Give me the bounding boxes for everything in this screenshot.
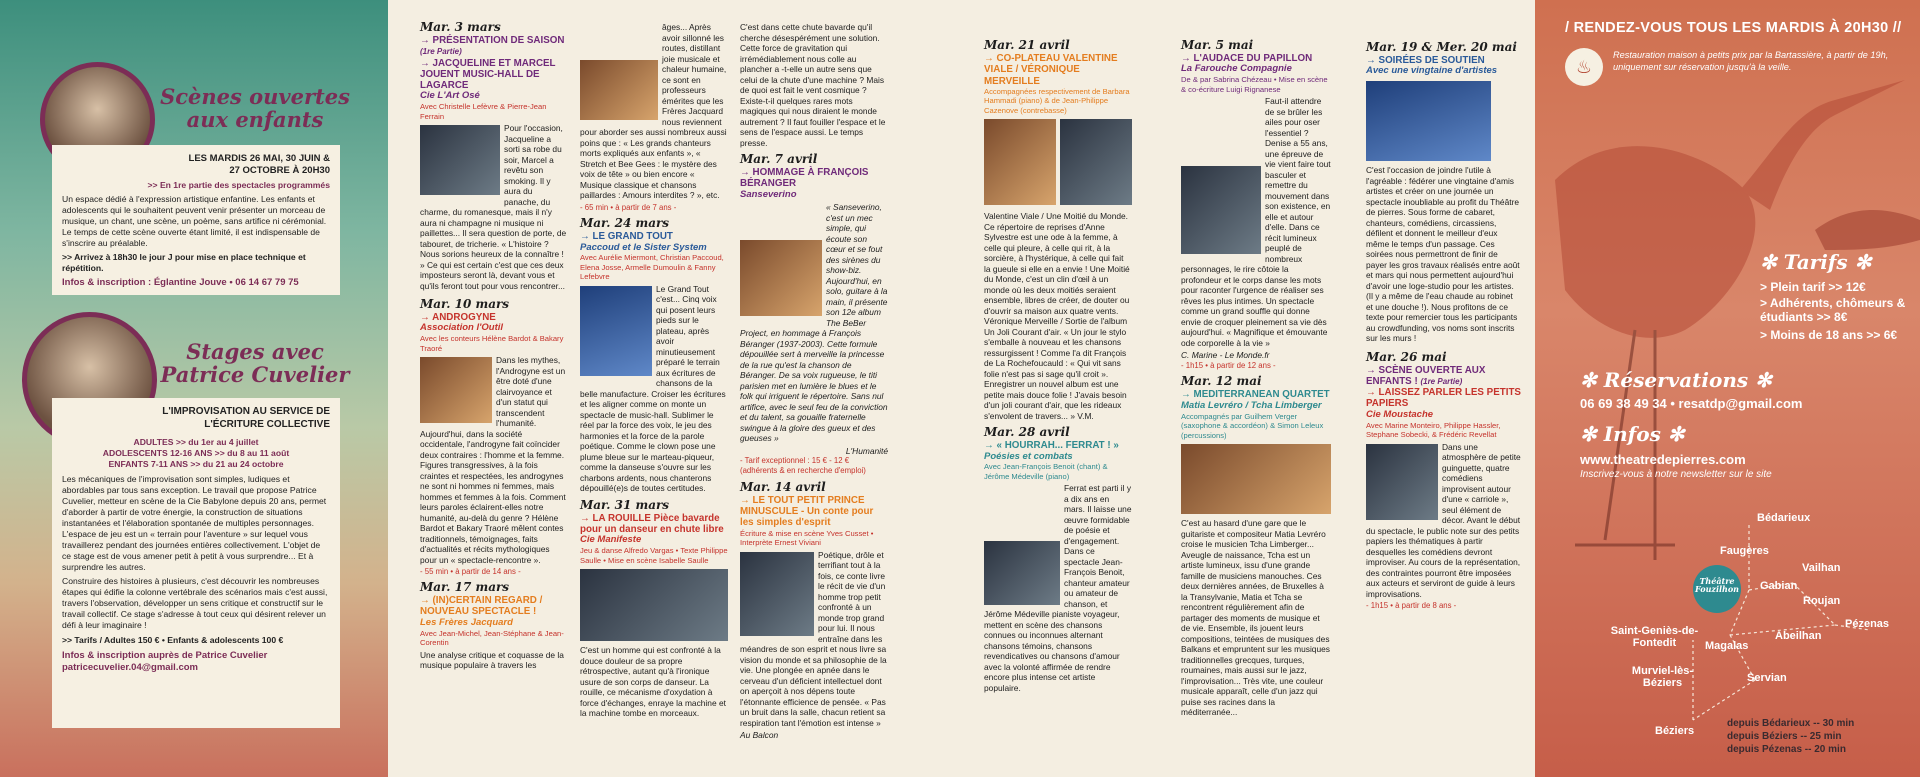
distance-1: depuis Bédarieux -- 30 min <box>1727 718 1855 729</box>
event-credits: Accompagnées respectivement de Barbara Hammadi (piano) & de Jean-Philippe Cazenove (contrebasse) <box>984 86 1130 115</box>
stages-tarifs: >> Tarifs / Adultes 150 € • Enfants & adolescents 100 € <box>62 634 284 645</box>
newsletter-text: Inscrivez-vous à notre newsletter sur le site <box>1580 469 1772 480</box>
event-credits: Avec Aurélie Miermont, Christian Paccoud, Elena Josse, Armelle Dumoulin & Fanny Lefebvre <box>580 253 724 282</box>
scenes-title: Scènes ouvertes aux enfants <box>160 84 350 133</box>
soirees-photo <box>1366 81 1491 161</box>
event-date: Mar. 14 avril <box>740 479 826 494</box>
grand-tout-poster <box>580 286 652 376</box>
event-date: Mar. 5 mai <box>1181 38 1254 52</box>
event-credits: De & par Sabrina Chézeau • Mise en scène & co-écriture Luigi Rignanese <box>1181 75 1328 94</box>
event-date: Mar. 31 mars <box>580 497 670 512</box>
route-map <box>1535 0 1920 777</box>
ferrat-photo <box>984 541 1060 605</box>
event-title: → LE GRAND TOUT <box>580 231 673 243</box>
androgyne-photo <box>420 357 492 423</box>
event-company: Sanseverino <box>740 188 797 200</box>
event-date: Mar. 3 mars <box>420 20 501 34</box>
quartet-photo <box>1181 444 1331 514</box>
stages-title: Stages avec Patrice Cuvelier <box>160 339 350 388</box>
stages-text2: Construire des histoires à plusieurs, c'est découvrir les nombreuses étapes qui édifie la colonne vertébrale des scénarios mais c'est aussi, travers l'observation, développer un sens critique et constructif sur le travail collectif. Ce stage s'adresse à tout ceux qui désirent relever un défi à leur imaginaire ! <box>62 575 328 630</box>
event-source: Au Balcon <box>740 730 779 741</box>
event-text: Une analyse critique et coquasse de la musique populaire à travers les <box>420 649 564 671</box>
event-date: Mar. 10 mars <box>420 297 510 312</box>
valentine-photo <box>984 119 1056 205</box>
event-info: - 1h15 • à partir de 8 ans - <box>1366 601 1457 611</box>
reservations-title: ✻ Réservations ✻ <box>1580 368 1772 392</box>
event-company: Cie Moustache <box>1366 408 1434 420</box>
reservations-contact[interactable]: 06 69 38 49 34 • resatdp@gmail.com <box>1580 396 1803 411</box>
tout-petit-prince-photo <box>740 552 814 636</box>
jacqueline-photo <box>420 125 500 195</box>
coplateau-photos <box>984 115 1132 209</box>
website-link[interactable]: www.theatredepierres.com <box>1580 452 1746 467</box>
event-info: - Tarif exceptionnel : 15 € - 12 € (adhérents & en recherche d'emploi) <box>740 456 866 476</box>
event-date: Mar. 17 mars <box>420 580 510 595</box>
tarif-3: > Moins de 18 ans >> 6€ <box>1760 328 1898 342</box>
event-title: → JACQUELINE ET MARCEL JOUENT MUSIC-HALL DE LAGARCE <box>420 57 556 92</box>
scenes-dates: LES MARDIS 26 MAI, 30 JUIN & 27 OCTOBRE À 20H30 <box>188 153 330 177</box>
event-company: La Farouche Compagnie <box>1181 63 1292 75</box>
program-area <box>388 0 1535 777</box>
left-panel <box>0 0 388 777</box>
event-title: → ANDROGYNE <box>420 312 496 324</box>
stages-adultes: ADULTES >> du 1er au 4 juillet <box>133 436 259 447</box>
event-credits: Accompagnés par Guilhem Verger (saxophone & accordéon) & Simon Leleux (percussions) <box>1181 411 1324 440</box>
petits-papiers-photo <box>1366 444 1438 520</box>
scenes-text: Un espace dédié à l'expression artistique enfantine. Les enfants et adolescents qui le souhaitent peuvent venir présenter un morceau de musique, un chant, une scène, un poème, sans artifice ni cérémonial. Le temps de cette scène ouverte étant limité, il est indispensable de s'inscrire au préalable. <box>62 194 327 249</box>
rouille-photo <box>580 569 728 641</box>
event-company: Avec une vingtaine d'artistes <box>1366 65 1498 77</box>
program-col-5 <box>1181 38 1331 720</box>
event-title: → (IN)CERTAIN REGARD / NOUVEAU SPECTACLE ! <box>420 595 543 618</box>
tarif-1: > Plein tarif >> 12€ <box>1760 280 1866 294</box>
program-col-6 <box>1366 40 1521 611</box>
stages-subtitle: L'IMPROVISATION AU SERVICE DE L'ÉCRITURE COLLECTIVE <box>162 406 330 430</box>
town-label: Saint-Geniès-de-Fontedit <box>1610 625 1699 649</box>
event-company: Matia Levréro / Tcha Limberger <box>1181 399 1322 411</box>
town-label: Roujan <box>1803 595 1841 607</box>
event-title: → « HOURRAH... FERRAT ! » <box>984 440 1119 452</box>
restauration-text: Restauration maison à petits prix par la Bartassière, à partir de 19h, uniquement sur réservation jusqu'à la veille. <box>1613 50 1889 72</box>
event-credits: Avec Jean-François Benoit (chant) & Jérôme Médeville (piano) <box>984 462 1108 481</box>
veronique-photo <box>1060 119 1132 205</box>
scenes-info: Infos & inscription : Églantine Jouve • 06 14 67 79 75 <box>62 277 299 289</box>
town-label: Bédarieux <box>1757 512 1811 524</box>
event-info: - 65 min • à partir de 7 ans - <box>580 202 677 212</box>
event-date: Mar. 28 avril <box>984 425 1070 440</box>
town-label: Faugères <box>1720 545 1769 557</box>
program-col-2 <box>580 20 728 721</box>
event-text: C'est au hasard d'une gare que le guitariste et compositeur Matia Levréro croise le musicien Tcha Limberger... Aveugle de naissance, Tcha est un artiste lumineux, issu d'une grande famille de musiciens manouches. Ces deux dernières années, de Bruxelles à la Transylvanie, Matia et Tcha se rencontrent régulièrement afin de partager des moments de musique et de vie. Ensemble, ils jouent leurs compositions, teintées de musiques des Balkans et empruntent sur les musiques traditionnelles grecques, turques, roumaines, mais aussi sur le jazz, l'improvisation... Très vite, une couleur musicale apparaît, celle d'un jazz qui puise ses racines dans la méditerranée... <box>1181 518 1330 718</box>
event-company: Les Frères Jacquard <box>420 616 513 628</box>
tarif-2: > Adhérents, chômeurs & étudiants >> 8€ <box>1760 296 1906 324</box>
event-title: → PRÉSENTATION DE SAISON (1re Partie) <box>420 35 565 57</box>
event-date: Mar. 7 avril <box>740 152 818 166</box>
town-label: Servian <box>1747 672 1787 684</box>
event-date: Mar. 19 & Mer. 20 mai <box>1366 40 1517 54</box>
event-credits: Jeu & danse Alfredo Vargas • Texte Philippe Saulle • Mise en scène Isabelle Saulle <box>580 546 728 565</box>
papillon-photo <box>1181 166 1261 254</box>
event-title: → SCÈNE OUVERTE AUX ENFANTS ! (1re Partie) <box>1366 364 1486 387</box>
chef-icon: ♨ <box>1565 48 1603 86</box>
rendezvous-heading: / RENDEZ-VOUS TOUS LES MARDIS À 20H30 // <box>1565 20 1902 36</box>
event-source: C. Marine - Le Monde.fr <box>1181 350 1270 361</box>
event-title: → CO-PLATEAU VALENTINE VIALE / VÉRONIQUE MERVEILLE <box>984 53 1118 87</box>
event-company: Cie Manifeste <box>580 534 642 546</box>
event-title: → L'AUDACE DU PAPILLON <box>1181 53 1313 64</box>
event-company: Association l'Outil <box>420 322 504 334</box>
event-company: Paccoud et le Sister System <box>580 241 707 253</box>
event-text: Dans une atmosphère de petite guinguette, quatre comédiens improvisent autour d'une « carriole », seul élément de décor. Avant le début du spectacle, le public note sur des petits papiers les thématiques à partir desquelles les comédiens devront improviser. Au cours de la représentation, des contraintes pourront être imposées aux acteurs et serviront de guide à leurs improvisations. <box>1366 441 1521 599</box>
stages-text1: Les mécaniques de l'improvisation sont simples, ludiques et abordables par tous sans exception. Le travail que propose Patrice Cuvelier, metteur en scène de la Cie Babylone depuis 20 ans, permet d'aborder à partir de votre énergie, la construction de situations instantanées et l'élaboration spontanée de multiples personnages. L'espace de jeu est un « terrain pour l'aventure » sur lequel vous travaillerez pendant des journées entières collectivement. L'objet de ce stage est de vous amener petit à petit à vous surprendre... Et à surprendre les autres. <box>62 473 327 572</box>
event-text: « Sanseverino, c'est un mec simple, qui écoute son cœur et se fout des sirènes du show-biz. Aujourd'hui, en solo, guitare à la main, il présente son 12e album The BeBer Project, en hommage à François Béranger (1937-2003). Cette formule dépouillée sert à merveille la princesse de la rue qu'est la chanson de Béranger. De sa voix rugueuse, le titi parisien met en lumière le blues et le folk qui irriguent le répertoire. Sans nul artifice, avec le seul feu de la conviction et du talent, sa gouaille fraternelle swingue à la gloire des gueux et des gueuses » <box>740 202 888 444</box>
event-text: C'est un homme qui est confronté à la douce douleur de sa propre rétrospective, autant qu'à l'ironique usure de son corps de danseur. La rouille, ce mécanisme d'oxydation à force d'échanges, enraye la machine et la machine tombe en morceaux. <box>580 645 726 719</box>
event-date: Mar. 21 avril <box>984 38 1070 52</box>
event-text: Ferrat est parti il y a dix ans en mars. Il laisse une œuvre formidable de poésie et d'engagement. Dans ce spectacle Jean-François Benoit, chanteur amateur ou amateur de chanson, et Jérôme Médeville pianiste voyageur, mettent en scène des chansons connues ou inconnues alternant chansons témoins, chansons revendicatives ou chansons d'amour avec la volonté affirmée de rendre encore plus intense cet artiste populaire. <box>984 483 1132 693</box>
event-title: → LAISSEZ PARLER LES PETITS PAPIERS <box>1366 387 1521 410</box>
town-label: Murviel-lès-Béziers <box>1631 665 1694 689</box>
event-title: → LE TOUT PETIT PRINCE MINUSCULE - Un conte pour les simples d'esprit <box>740 494 874 529</box>
event-company: Cie L'Art Osé <box>420 90 480 102</box>
event-text: Faut-il attendre de se brûler les ailes pour oser l'essentiel ? Denise a 55 ans, une épreuve de vie vient faire tout basculer et remettre du mouvement dans son existence, en elle et autour d'elle. Dans ce récit lumineux peuplé de nombreux personnages, le rire côtoie la profondeur et le corps danse les mots pour raconter l'urgence de réaliser ses rêves les plus intimes. Un spectacle comme un grand souffle qui donne envie de croquer pleinement sa vie dès aujourd'hui. « Magnifique et émouvante ode corporelle à la vie » <box>1181 96 1331 348</box>
event-text: Valentine Viale / Une Moitié du Monde. Ce répertoire de reprises d'Anne Sylvestre est une ode à la femme, à celle qui pleure, à celle qui rit, à la sorcière, à l'hystérique, à celle qui fait la gueule si elle en a envie ! Une Moitié du Monde, c'est un clin d'œil à un monde où les deux moitiés seraient ensemble, libres de créer, de douter ou d'ouvrir sa maison aux quatre vents. Véronique Merveille / Sortie de l'album Un Joli Courant d'air. « Un jour le stylo s'emballe à nouveau et les chansons ressurgissent ! Comme l'a dit François de La Rochefoucauld : « Qui vit sans folie n'est pas si sage qu'il croit ». Enregistrer un nouvel album est une petite mais douce folie ! J'avais besoin d'un joli courant d'air, que les rideaux s'envolent de travers... » V.M. <box>984 211 1130 421</box>
event-date: Mar. 26 mai <box>1366 349 1447 364</box>
scenes-arrive: >> Arrivez à 18h30 le jour J pour mise en place technique et répétition. <box>62 252 306 274</box>
event-credits: Avec Marine Monteiro, Philippe Hassler, Stephane Sobecki, & Frédéric Revellat <box>1366 420 1501 440</box>
right-panel <box>1535 0 1920 777</box>
event-info: - 55 min • à partir de 14 ans - <box>420 567 521 577</box>
event-date: Mar. 24 mars <box>580 216 670 231</box>
program-col-1 <box>420 20 568 673</box>
event-text: Pour l'occasion, Jacqueline a sorti sa robe du soir, Marcel a revêtu son smoking. Il y aura du panache, du charme, du romanesque, mais il n'y aura ni champagne ni musique ni paillettes... Il sera question de porte, de tabouret, de tricherie. « L'histoire ? Nous sorions heureux de la connaître ! » Ce qui est certain c'est que ces deux imposteurs seront là, devant vous et qu'ils feront tout pour vous rencontrer... <box>420 123 567 291</box>
stages-panel <box>52 398 340 728</box>
program-col-4 <box>984 38 1132 695</box>
town-label: Magalas <box>1705 640 1749 652</box>
stages-enfants: ENFANTS 7-11 ANS >> du 21 au 24 octobre <box>108 458 284 469</box>
event-source: L'Humanité <box>845 445 888 456</box>
event-info: - 1h15 • à partir de 12 ans - <box>1181 360 1276 370</box>
stages-info: Infos & inscription auprès de Patrice Cuvelier <box>62 649 268 661</box>
program-col-3 <box>740 20 888 741</box>
town-label: Béziers <box>1655 725 1695 737</box>
theatre-marker: Théâtre Fouzilhon <box>1693 565 1741 613</box>
distance-2: depuis Béziers -- 25 min <box>1727 731 1842 742</box>
event-credits: Écriture & mise en scène Yves Cusset • Interprète Ernest Viviani <box>740 528 874 548</box>
event-company: Poésies et combats <box>984 450 1073 462</box>
town-label: Abeilhan <box>1775 630 1822 642</box>
scenes-panel <box>52 145 340 295</box>
event-date: Mar. 12 mai <box>1181 374 1262 389</box>
event-title: → SOIRÉES DE SOUTIEN <box>1366 55 1485 66</box>
scenes-note: >> En 1re partie des spectacles programmés <box>147 180 330 191</box>
event-title: → HOMMAGE À FRANÇOIS BÉRANGER <box>740 167 869 190</box>
event-title: → LA ROUILLE Pièce bavarde pour un danseur en chute libre <box>580 512 724 536</box>
event-text: Dans les mythes, l'Androgyne est un être doté d'une clairvoyance et d'un statut qui transcendent l'humanité. Aujourd'hui, dans la société occidentale, l'androgyne fait coïncider deux contraires : l'homme et la femme. Figures transgressives, à la fois craintes et respectées, les androgynes ne sont ni hommes ni femmes, mais hommes et femmes à la fois. Comment leurs paroles éclairent-elles notre humanité, au-delà du genre ? Hélène Bardot et Bakary Traoré mêlent contes traditionnels, témoignages, faits d'actualités et récits mythologiques pour un « spectacle-rencontre ». <box>420 355 566 565</box>
town-label: Vailhan <box>1802 562 1841 574</box>
freres-jacquard-photo <box>580 60 658 120</box>
event-text: Poétique, drôle et terrifiant tout à la fois, ce conte livre le récit de vie d'un homme trop petit confronté à un monde trop grand pour lui. Il nous entraîne dans les méandres de son esprit et nous livre sa vision du monde et sa philosophie de la vie. Une plongée en apnée dans le cerveau d'un déficient intellectuel dont on aperçoit à nos dépens toute l'étonnante efficience de pensée. « Pas un bruit dans la salle, chacun retient sa respiration tant l'émotion est intense » <box>740 549 887 728</box>
event-text: C'est l'occasion de joindre l'utile à l'agréable : fédérer une vingtaine d'amis artistes et créer on une journée un spectacle inoubliable au profit du Théâtre de pierres. Sous forme de cabaret, chanteurs, comédiens, circassiens, défilent et donnent le meilleur d'eux même le temps d'un passage. Ces soirées nous permettront de finir de payer les gros travaux réalisés entre août et mars qui nous permettent aujourd'hui d'avoir une loge-studio pour les artistes. (Il y a même de l'eau chaude au robinet et une douche !). Nous profitons de ce texte pour remercier tous les participants au crowdfunding, vos noms sont inscrits sur les murs ! <box>1366 165 1520 344</box>
event-credits: Avec les conteurs Hélène Bardot & Bakary Traoré <box>420 334 564 353</box>
tarifs-title: ✻ Tarifs ✻ <box>1760 250 1872 274</box>
distance-3: depuis Pézenas -- 20 min <box>1727 744 1846 755</box>
sanseverino-photo <box>740 240 822 316</box>
event-text: Le Grand Tout c'est... Cinq voix qui posent leurs pieds sur le plateau, après avoir minutieusement préparé le terrain aux écritures de chansons de la belle manufacture. Croiser les écritures et les aligner comme on monte un spectacle de music-hall. Sublimer le réel par la force des voix, le jeu des harmonies et la force de la parole poétique. Comme le clown pose une plume bleue sur le marteau-piqueur, comme la danseuse s'ouvre sur les charbons ardents, nous chanterons dépouillé(e)s de toutes certitudes. <box>580 283 726 494</box>
stages-email[interactable]: patricecuvelier.04@gmail.com <box>62 661 198 673</box>
event-text: C'est dans cette chute bavarde qu'il cherche désespérément une solution. Cette force de gravitation qui irrémédiablement nous colle au plancher a -t-elle un autre sens que celui de la chute d'une machine ? Mais de quoi est fait le vent cosmique ? Existe-t-il quelques rares mots magiques qui nous diraient le monde autrement ? Il faut fouiller l'espace et le sens de l'espace aussi. Le temps presse. <box>740 22 886 148</box>
town-label: Gabian <box>1760 580 1798 592</box>
town-label: Pézenas <box>1845 618 1890 630</box>
event-credits: Avec Jean-Michel, Jean-Stéphane & Jean-Corentin <box>420 628 564 648</box>
event-credits: Avec Christelle Lefèvre & Pierre-Jean Ferrain <box>420 102 547 121</box>
stages-ados: ADOLESCENTS 12-16 ANS >> du 8 au 11 août <box>102 447 290 458</box>
event-title: → MEDITERRANEAN QUARTET <box>1181 389 1330 401</box>
infos-title: ✻ Infos ✻ <box>1580 422 1685 446</box>
event-text: âges... Après avoir sillonné les routes, distillant joie musicale et chaleur humaine, ce sont en professeurs émérites que les Frères Jacquard nous reviennent pour aborder ses aussi nombreux aussi poins que : « Les grands chanteurs morts expliqués aux enfants », « Stretch et Bee Gees : le mystère des voix de tête » ou bien encore « Musique classique et chansons paillardes : Amours interdites ? », etc. <box>580 22 727 200</box>
